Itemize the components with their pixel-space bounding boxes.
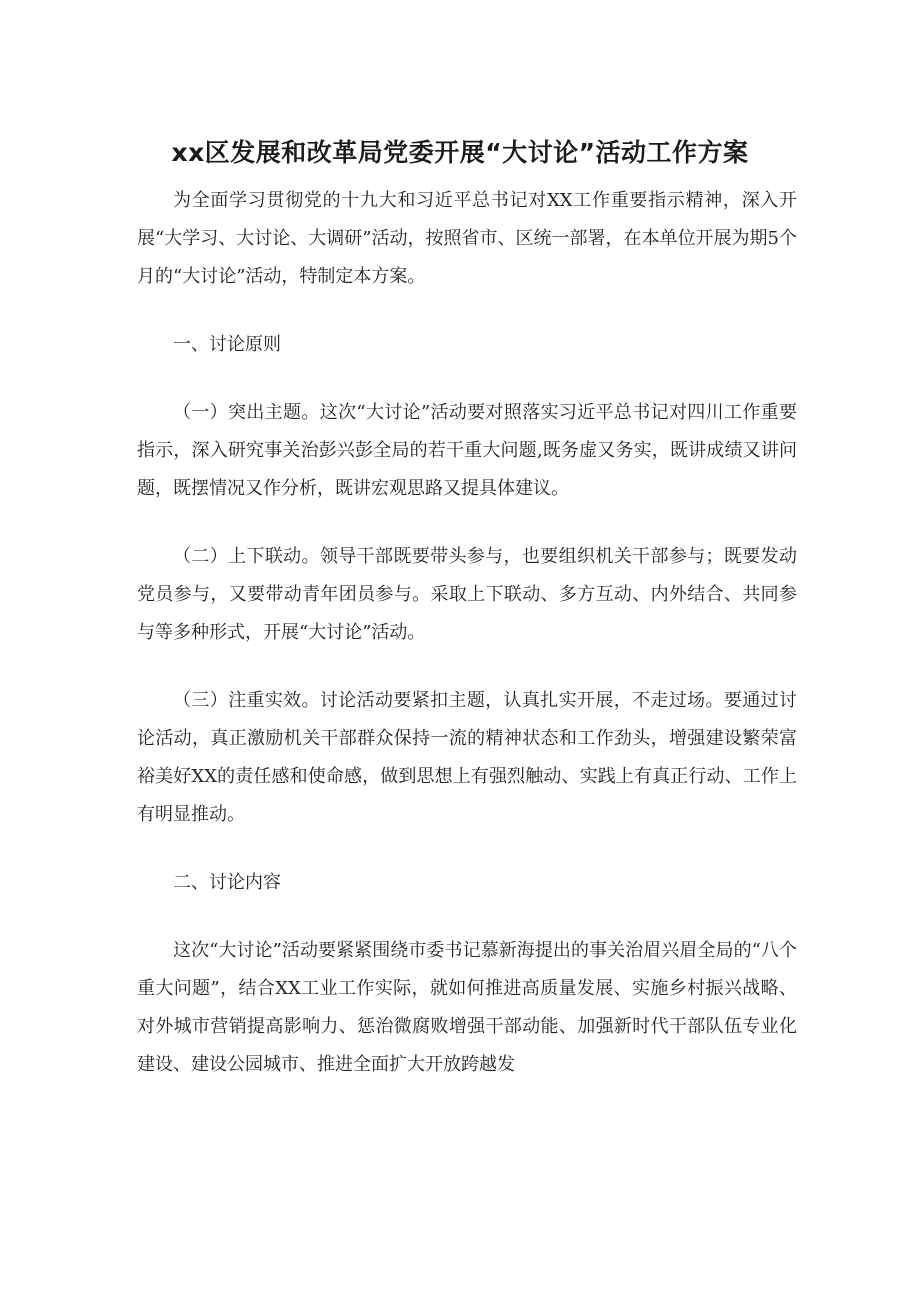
content-paragraph: 这次“大讨论”活动要紧紧围绕市委书记慕新海提出的事关治眉兴眉全局的“八个重大问题”，结合XX工业工作实际，就如何推进高质量发展、实施乡村振兴战略、对外城市营销提高影响力、惩治微腐败增强干部动能、加强新时代干部队伍专业化建设、建设公园城市、推进全面扩大开放跨越发: [137, 940, 797, 1075]
document-title: xx区发展和改革局党委开展“大讨论”活动工作方案: [171, 138, 749, 167]
spacer: [137, 364, 797, 394]
spacer: [137, 296, 797, 326]
spacer: [137, 652, 797, 682]
spacer: [137, 902, 797, 932]
intro-paragraph: 为全面学习贯彻党的十九大和习近平总书记对XX工作重要指示精神，深入开展“大学习、大讨论、大调研”活动，按照省市、区统一部署，在本单位开展为期5个月的“大讨论”活动，特制定本方案。: [137, 190, 797, 287]
document-body: [137, 182, 797, 1084]
spacer: [137, 834, 797, 864]
spacer: [137, 508, 797, 538]
principle-paragraph-1: （一）突出主题。这次“大讨论”活动要对照落实习近平总书记对四川工作重要指示，深入研究事关治彭兴彭全局的若干重大问题,既务虚又务实，既讲成绩又讲问题，既摆情况又作分析，既讲宏观思路又提具体建议。: [137, 402, 797, 499]
section-heading-content: 二、讨论内容: [173, 872, 281, 893]
principle-paragraph-3: （三）注重实效。讨论活动要紧扣主题，认真扎实开展，不走过场。要通过讨论活动，真正激励机关干部群众保持一流的精神状态和工作劲头，增强建设繁荣富裕美好XX的责任感和使命感，做到思想上有强烈触动、实践上有真正行动、工作上有明显推动。: [137, 690, 797, 825]
principle-paragraph-2: （二）上下联动。领导干部既要带头参与，也要组织机关干部参与；既要发动党员参与，又要带动青年团员参与。采取上下联动、多方互动、内外结合、共同参与等多种形式，开展“大讨论”活动。: [137, 546, 797, 643]
section-heading-principles: 一、讨论原则: [173, 334, 281, 355]
